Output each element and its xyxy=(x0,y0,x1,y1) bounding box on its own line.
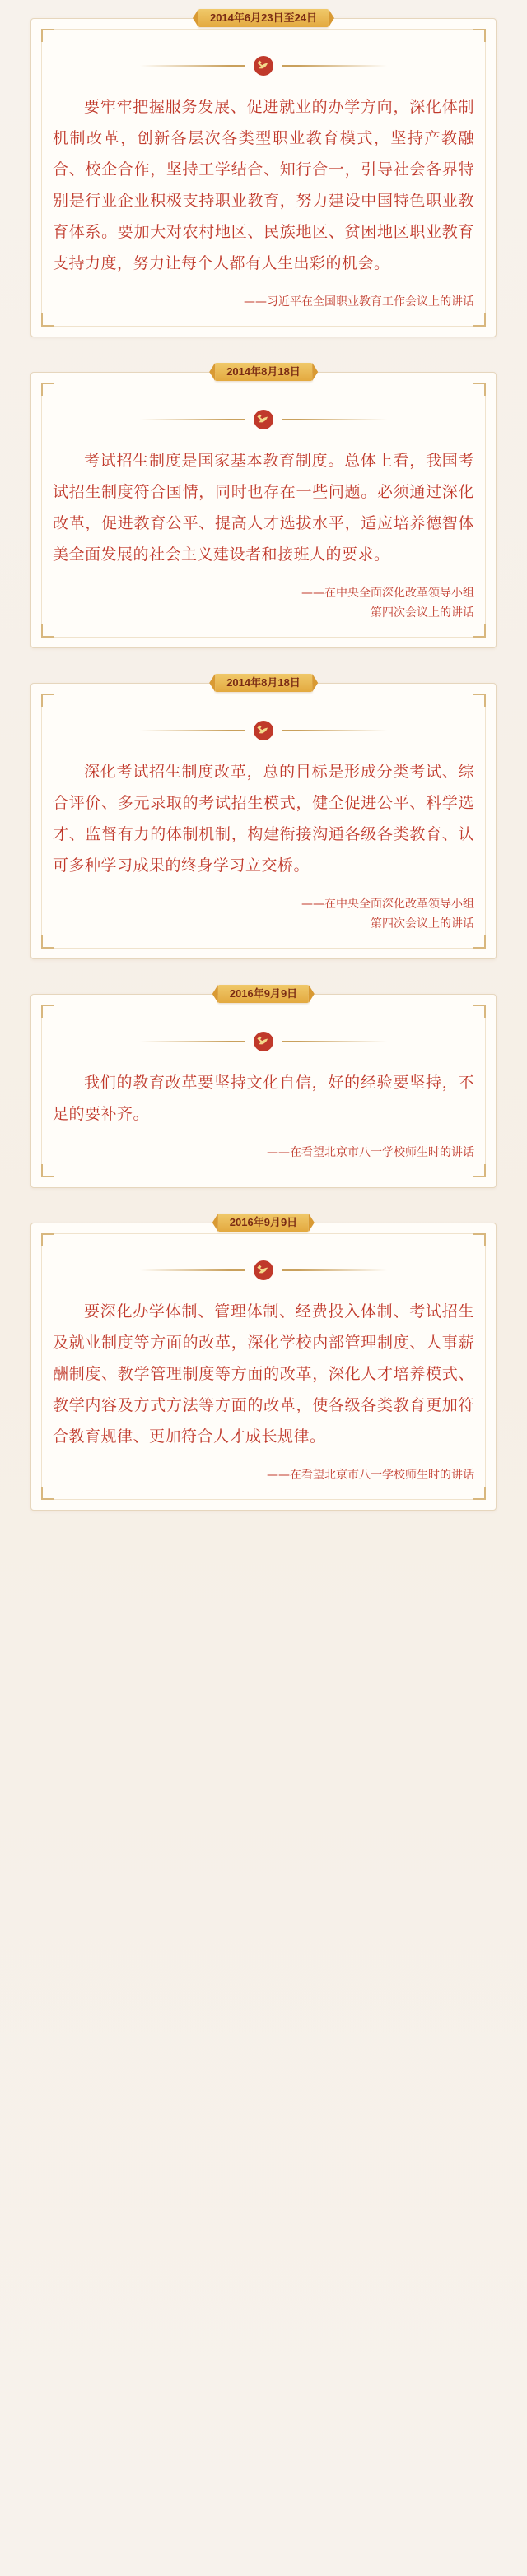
cpc-hammer-sickle-emblem-icon xyxy=(253,1031,274,1052)
attribution-line: ——在看望北京市八一学校师生时的讲话 xyxy=(267,1469,474,1482)
emblem-divider xyxy=(140,720,387,741)
corner-ornament-bottom-left xyxy=(41,1487,54,1500)
divider-line-left xyxy=(140,65,245,67)
attribution-line: 第四次会议上的讲话 xyxy=(371,606,474,620)
corner-ornament-bottom-left xyxy=(41,313,54,327)
quote-card xyxy=(30,987,497,1188)
corner-ornament-top-right xyxy=(473,29,486,42)
divider-line-right xyxy=(282,1269,387,1271)
attribution-line: 第四次会议上的讲话 xyxy=(371,917,474,931)
quote-text: 考试招生制度是国家基本教育制度。总体上看，我国考试招生制度符合国情，同时也存在一些问题。必须通过深化改革，促进教育公平、提高人才选拔水平，适应培养德智体美全面发展的社会主义建设者和接班人的要求。 xyxy=(53,452,474,564)
corner-ornament-bottom-right xyxy=(473,935,486,949)
divider-line-right xyxy=(282,419,387,420)
corner-ornament-bottom-right xyxy=(473,624,486,638)
corner-ornament-bottom-right xyxy=(473,1164,486,1177)
corner-ornament-bottom-right xyxy=(473,313,486,327)
date-badge: 2014年8月18日 xyxy=(215,674,312,692)
corner-ornament-top-left xyxy=(41,694,54,707)
corner-ornament-top-left xyxy=(41,29,54,42)
quote-text: 我们的教育改革要坚持文化自信，好的经验要坚持，不足的要补齐。 xyxy=(53,1074,474,1123)
quote-attribution xyxy=(53,894,474,934)
quote-card-list xyxy=(0,12,527,1511)
quote-attribution xyxy=(53,292,474,312)
quote-attribution xyxy=(53,1465,474,1485)
divider-line-left xyxy=(140,730,245,731)
quote-card xyxy=(30,676,497,959)
emblem-divider xyxy=(140,1031,387,1052)
attribution-line: ——在中央全面深化改革领导小组 xyxy=(301,587,474,600)
corner-ornament-top-left xyxy=(41,1005,54,1018)
divider-line-right xyxy=(282,1041,387,1042)
corner-ornament-bottom-left xyxy=(41,935,54,949)
emblem-divider xyxy=(140,409,387,430)
divider-line-right xyxy=(282,730,387,731)
divider-line-left xyxy=(140,419,245,420)
quote-attribution xyxy=(53,1143,474,1163)
divider-line-left xyxy=(140,1041,245,1042)
corner-ornament-bottom-left xyxy=(41,1164,54,1177)
date-badge: 2014年8月18日 xyxy=(215,363,312,381)
corner-ornament-top-right xyxy=(473,1233,486,1246)
corner-ornament-top-left xyxy=(41,383,54,396)
quote-attribution xyxy=(53,583,474,623)
cpc-hammer-sickle-emblem-icon xyxy=(253,1260,274,1281)
attribution-line: ——在看望北京市八一学校师生时的讲话 xyxy=(267,1146,474,1159)
divider-line-right xyxy=(282,65,387,67)
corner-ornament-bottom-left xyxy=(41,624,54,638)
emblem-divider xyxy=(140,55,387,77)
cpc-hammer-sickle-emblem-icon xyxy=(253,409,274,430)
quote-text: 要牢牢把握服务发展、促进就业的办学方向，深化体制机制改革，创新各层次各类型职业教育模式，坚持产教融合、校企合作，坚持工学结合、知行合一，引导社会各界特别是行业企业积极支持职业教育，努力建设中国特色职业教育体系。要加大对农村地区、民族地区、贫困地区职业教育支持力度，努力让每个人都有人生出彩的机会。 xyxy=(53,98,474,272)
corner-ornament-top-right xyxy=(473,383,486,396)
quote-card xyxy=(30,365,497,648)
attribution-line: ——习近平在全国职业教育工作会议上的讲话 xyxy=(244,295,474,309)
corner-ornament-top-right xyxy=(473,1005,486,1018)
attribution-line: ——在中央全面深化改革领导小组 xyxy=(301,898,474,911)
quote-text: 深化考试招生制度改革，总的目标是形成分类考试、综合评价、多元录取的考试招生模式，健全促进公平、科学选才、监督有力的体制机制，构建衔接沟通各级各类教育、认可多种学习成果的终身学习立交桥。 xyxy=(53,763,474,875)
corner-ornament-bottom-right xyxy=(473,1487,486,1500)
divider-line-left xyxy=(140,1269,245,1271)
date-badge: 2014年6月23日至24日 xyxy=(198,9,329,27)
cpc-hammer-sickle-emblem-icon xyxy=(253,55,274,77)
date-badge: 2016年9月9日 xyxy=(218,1214,309,1232)
date-badge: 2016年9月9日 xyxy=(218,985,309,1003)
corner-ornament-top-left xyxy=(41,1233,54,1246)
quote-card xyxy=(30,12,497,337)
quote-text: 要深化办学体制、管理体制、经费投入体制、考试招生及就业制度等方面的改革，深化学校内部管理制度、人事薪酬制度、教学管理制度等方面的改革，深化人才培养模式、教学内容及方式方法等方面的改革，使各级各类教育更加符合教育规律、更加符合人才成长规律。 xyxy=(53,1302,474,1446)
corner-ornament-top-right xyxy=(473,694,486,707)
emblem-divider xyxy=(140,1260,387,1281)
quote-card xyxy=(30,1216,497,1511)
cpc-hammer-sickle-emblem-icon xyxy=(253,720,274,741)
